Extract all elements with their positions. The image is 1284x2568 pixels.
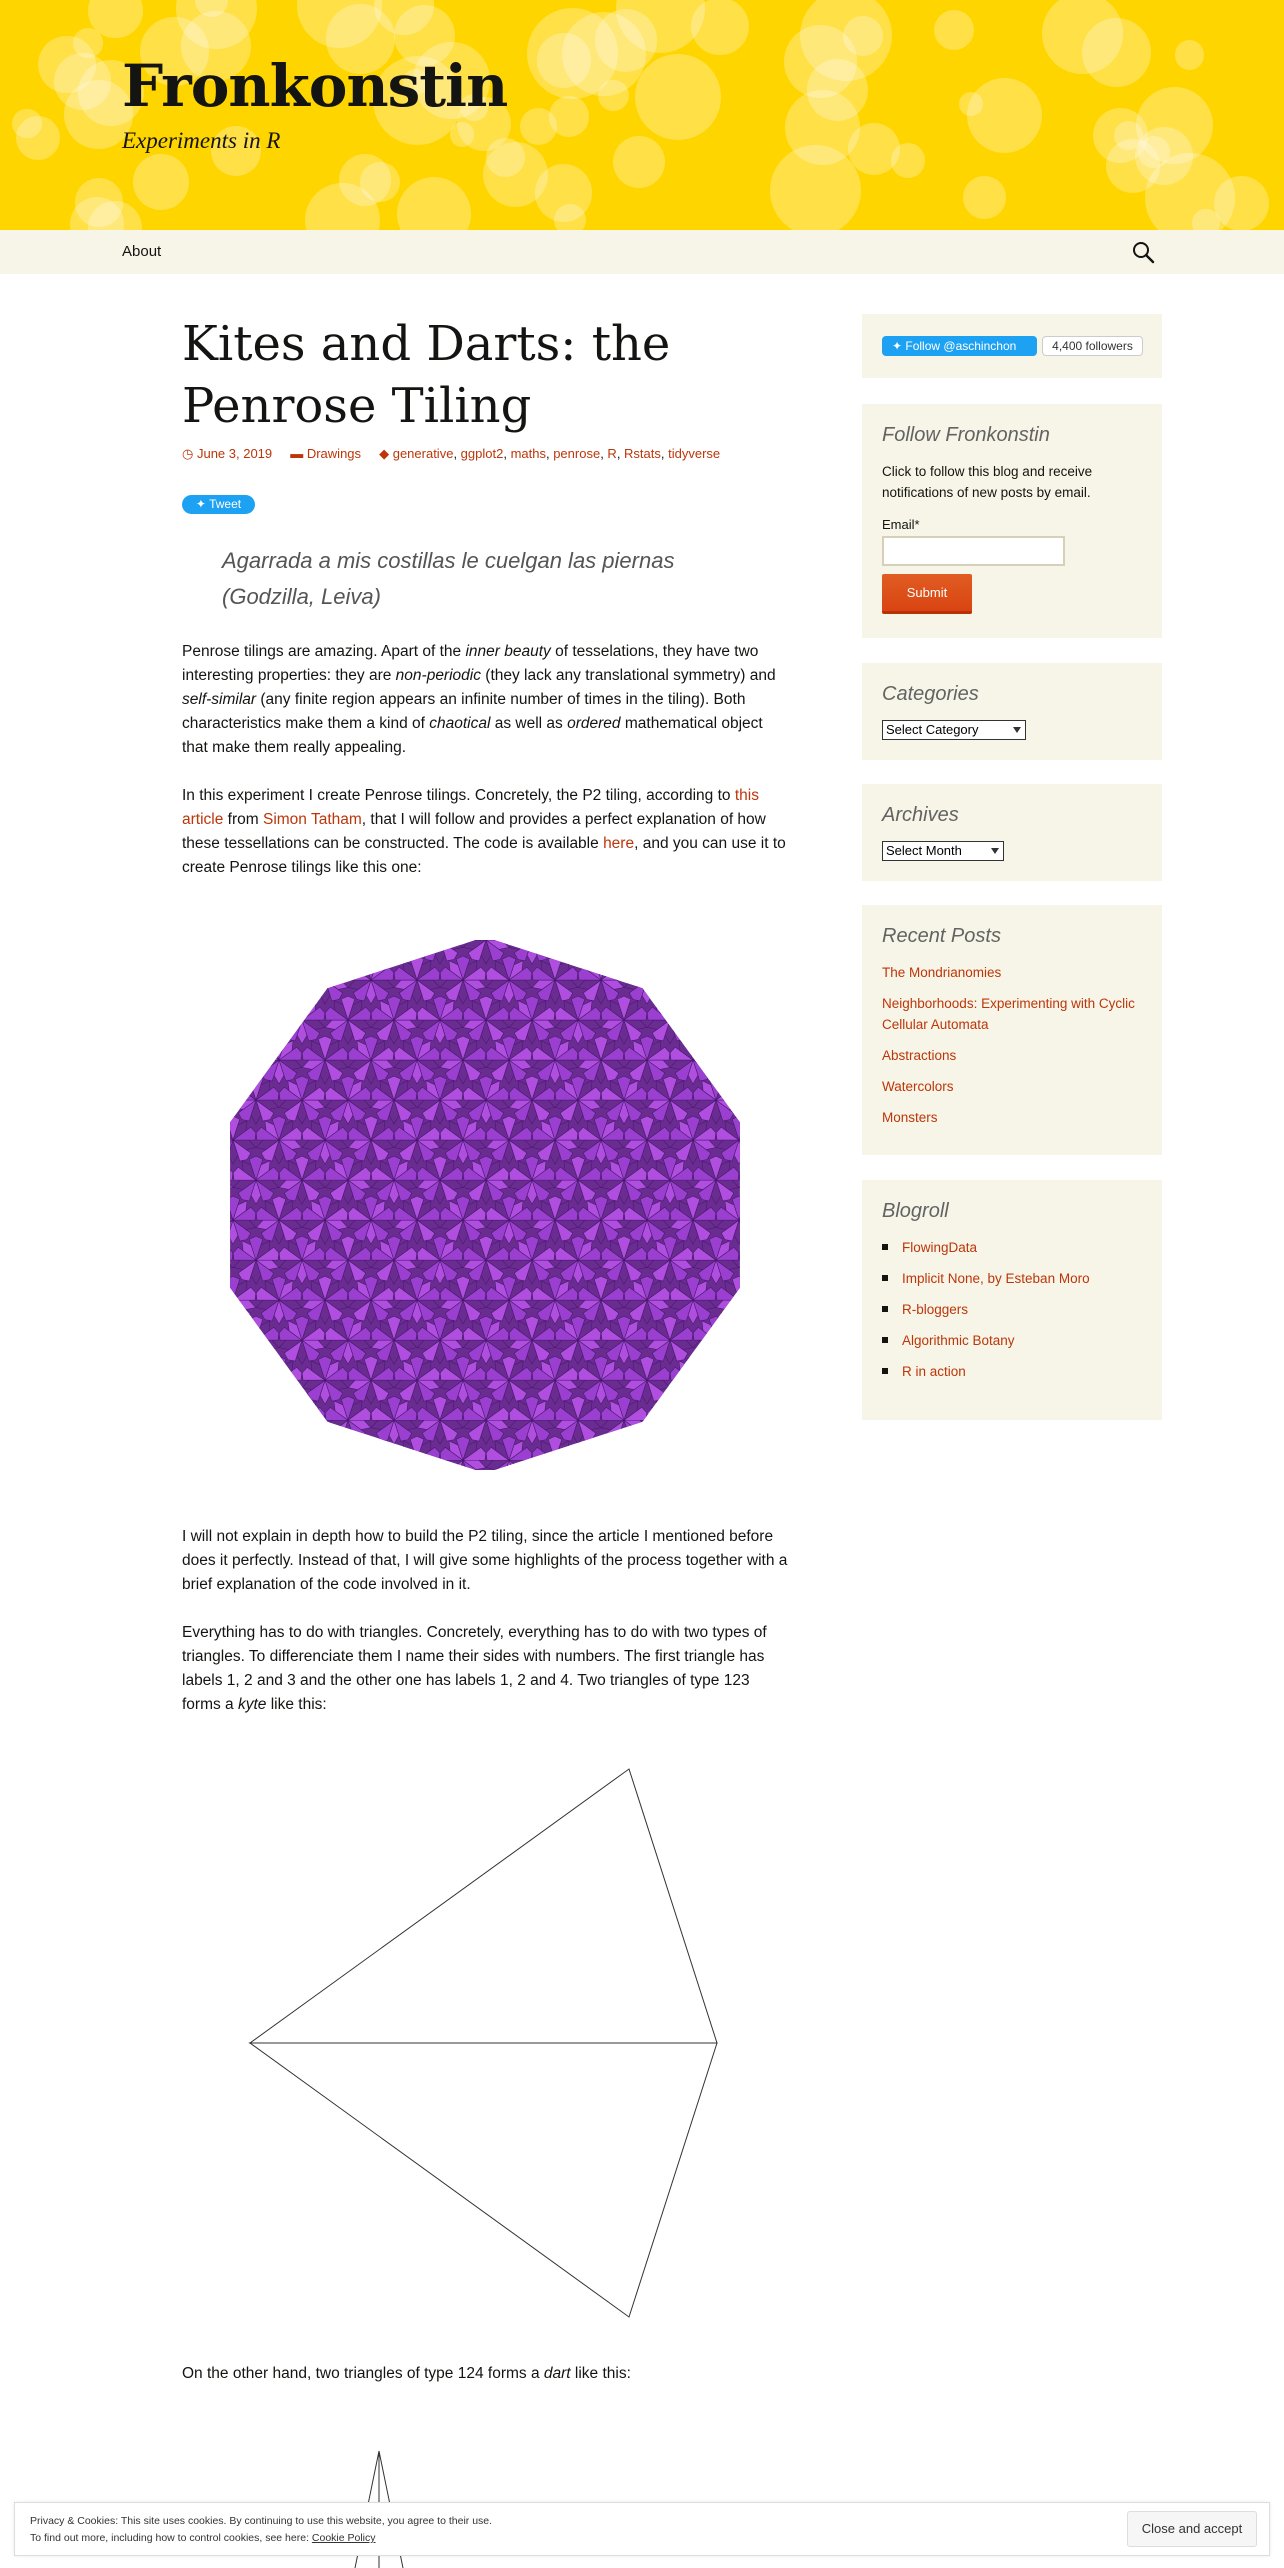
twitter-follow-label: Follow @aschinchon xyxy=(905,339,1017,353)
twitter-bird-icon: ✦ xyxy=(195,497,210,511)
quote-attribution: (Godzilla, Leiva) xyxy=(222,584,381,609)
article-link[interactable]: this article xyxy=(182,787,759,828)
cookie-text xyxy=(30,2513,492,2547)
blogroll-link[interactable]: R in action xyxy=(902,1364,966,1379)
folder-icon: ▬ xyxy=(290,446,304,461)
tile-rosette xyxy=(578,1436,624,1470)
tile-rosette xyxy=(210,1036,256,1084)
chevron-down-icon xyxy=(1013,727,1021,733)
site-title[interactable]: Fronkonstin xyxy=(122,52,508,120)
tag-link[interactable]: ggplot2 xyxy=(460,446,504,461)
header-bubble xyxy=(133,154,189,210)
email-field[interactable] xyxy=(882,536,1065,566)
twitter-follow-widget xyxy=(862,314,1162,378)
blogroll-link[interactable]: Implicit None, by Esteban Moro xyxy=(902,1271,1090,1286)
twitter-bird-icon: ✦ xyxy=(892,339,906,353)
author-link[interactable]: Simon Tatham xyxy=(262,811,362,828)
header-bubble xyxy=(73,28,103,58)
blogroll-item xyxy=(882,1237,1142,1258)
tag-link[interactable]: penrose xyxy=(553,446,601,461)
blogroll-item xyxy=(882,1268,1142,1289)
widget-title: Categories xyxy=(882,683,979,705)
paragraph-triangles: Everything has to do with triangles. Concretely, everything has to do with two types of triangles. To differenciate them I name their sides with numbers. The first triangle has labels 1, 2 and 3 and the other one has labels 1, 2 and 4. Two triangles of type 123 forms a kyte like this: xyxy=(182,1624,767,1713)
tweet-button[interactable] xyxy=(182,495,255,514)
twitter-follower-count[interactable]: 4,400 followers xyxy=(1042,336,1143,356)
tile-rosette xyxy=(210,996,233,1044)
tile-rosette xyxy=(233,1396,279,1444)
blogroll-item xyxy=(882,1330,1142,1351)
tile-rosette xyxy=(716,1436,760,1470)
tile-rosette xyxy=(739,1316,760,1364)
recent-posts-widget xyxy=(862,905,1162,1155)
twitter-follow-button[interactable] xyxy=(882,336,1037,356)
archives-select[interactable] xyxy=(882,841,1004,861)
tile-rosette xyxy=(210,956,256,1004)
tile-rosette xyxy=(210,1076,233,1124)
header-bubble xyxy=(397,177,471,230)
tile-rosette xyxy=(601,940,647,964)
search-icon[interactable] xyxy=(1131,240,1155,264)
tile-rosette xyxy=(256,956,302,1004)
blogroll-link[interactable]: FlowingData xyxy=(902,1240,978,1255)
tile-rosette xyxy=(624,1436,670,1470)
blogroll-widget xyxy=(862,1180,1162,1420)
tile-rosette xyxy=(210,1396,233,1444)
tile-rosette xyxy=(210,1436,256,1470)
nav-item-about[interactable]: About xyxy=(122,243,162,260)
tile-rosette xyxy=(739,996,760,1044)
tile-rosette xyxy=(716,1356,760,1404)
tile-rosette xyxy=(371,940,417,964)
tile-rosette xyxy=(279,940,325,964)
penrose-tiling-image xyxy=(210,940,760,1470)
category-link[interactable]: Drawings xyxy=(306,446,362,461)
recent-post-link[interactable]: Abstractions xyxy=(882,1048,957,1063)
clock-icon: ◷ xyxy=(182,446,194,461)
tile-rosette xyxy=(716,956,760,1004)
blogroll-link[interactable]: R-bloggers xyxy=(902,1302,969,1317)
quote-line: Agarrada a mis costillas le cuelgan las piernas xyxy=(222,548,675,573)
site-description: Experiments in R xyxy=(122,128,281,153)
kite-diagram xyxy=(240,1760,730,2320)
post-meta: ◷ June 3, 2019 ▬ Drawings ◆ generative, ggplot2, maths, penrose, R, Rstats, tidyverse xyxy=(182,446,721,461)
tile-rosette xyxy=(670,956,716,1004)
archives-widget xyxy=(862,784,1162,881)
header-bubble xyxy=(598,80,629,111)
tile-rosette xyxy=(693,1396,739,1444)
cookie-line: Privacy & Cookies: This site uses cookies. By continuing to use this website, you agree to their use. xyxy=(30,2515,493,2527)
blogroll-item xyxy=(882,1299,1142,1320)
select-value: Select Month xyxy=(886,843,962,858)
follow-blog-widget xyxy=(862,404,1162,638)
tag-link[interactable]: tidyverse xyxy=(668,446,721,461)
cookie-policy-link[interactable]: Cookie Policy xyxy=(311,2532,376,2544)
header-bubble xyxy=(1175,40,1204,69)
header-bubble xyxy=(360,162,400,202)
header-bubble xyxy=(1106,139,1160,193)
paragraph-experiment: In this experiment I create Penrose tilings. Concretely, the P2 tiling, according to this article from Simon Tatham, that I will follow and provides a perfect explanation of how these tessellations can be constructed. The code is available here, and you can use it to create Penrose tilings like this one: xyxy=(182,787,786,876)
header-bubble xyxy=(613,136,665,188)
tile-rosette xyxy=(348,1436,394,1470)
close-and-accept-button[interactable]: Close and accept xyxy=(1127,2511,1257,2547)
tile-rosette xyxy=(233,940,279,964)
recent-post-link[interactable]: The Mondrianomies xyxy=(882,965,1002,980)
post-quote xyxy=(222,543,742,615)
tile-rosette xyxy=(233,996,279,1044)
tile-rosette xyxy=(716,1036,760,1084)
header-bubble xyxy=(520,108,557,145)
code-link[interactable]: here xyxy=(603,835,635,852)
cookie-line: To find out more, including how to control cookies, see here: xyxy=(30,2532,312,2544)
tag-link[interactable]: maths xyxy=(510,446,546,461)
tile-rosette xyxy=(256,1436,302,1470)
tile-rosette xyxy=(555,940,601,964)
paragraph-explanation: I will not explain in depth how to build the P2 tiling, since the article I mentioned before does it perfectly. Instead of that, I will give some highlights of the process together with a brief explanation of the code involved in it. xyxy=(182,1528,788,1593)
recent-post-link[interactable]: Neighborhoods: Experimenting with Cyclic Cellular Automata xyxy=(882,996,1135,1032)
header-bubble xyxy=(800,0,891,81)
paragraph-intro: Penrose tilings are amazing. Apart of the inner beauty of tesselations, they have two interesting properties: they are non-periodic (they lack any translational symmetry) and self-similar (any finite region appears an infinite number of times in the tiling). Both characteristics make them a kind of chaotical as well as ordered mathematical object that make them really appealing. xyxy=(182,643,776,756)
header-bubble xyxy=(934,10,974,50)
blogroll-item xyxy=(882,1361,1142,1382)
blogroll-link[interactable]: Algorithmic Botany xyxy=(902,1333,1015,1348)
header-bubble xyxy=(635,54,721,140)
tile-rosette xyxy=(210,1356,256,1404)
header-bubble xyxy=(963,176,1005,218)
header-bubble xyxy=(1214,176,1269,230)
tile-rosette xyxy=(210,1316,233,1364)
tile-rosette xyxy=(210,940,233,964)
tile-rosette xyxy=(210,1236,233,1284)
widget-title: Blogroll xyxy=(882,1200,949,1222)
tag-link[interactable]: R xyxy=(607,446,617,461)
tile-rosette xyxy=(739,1076,760,1124)
tile-rosette xyxy=(739,940,760,964)
tile-rosette xyxy=(302,1436,348,1470)
post-title[interactable]: Kites and Darts: the Penrose Tiling xyxy=(182,316,671,434)
widget-title: Recent Posts xyxy=(882,925,1001,947)
select-value: Select Category xyxy=(886,722,979,737)
submit-button[interactable]: Submit xyxy=(882,574,972,614)
header-bubble xyxy=(537,33,592,88)
header-bubble xyxy=(535,164,593,222)
tile-rosette xyxy=(325,940,371,964)
widget-title: Follow Fronkonstin xyxy=(882,424,1050,446)
header-bubble xyxy=(770,145,861,230)
tile-rosette xyxy=(739,1236,760,1284)
paragraph-dart: On the other hand, two triangles of type 124 forms a dart like this: xyxy=(182,2365,631,2382)
tile-rosette xyxy=(693,940,739,964)
header-bubble xyxy=(16,116,61,161)
tile-rosette xyxy=(739,1156,760,1204)
tile-rosette xyxy=(647,940,693,964)
recent-post-link[interactable]: Monsters xyxy=(882,1110,938,1125)
navigation-bar xyxy=(0,230,1284,274)
tile-rosette xyxy=(210,1156,233,1204)
tile-rosette xyxy=(739,1396,760,1444)
post-date-link[interactable]: June 3, 2019 xyxy=(196,446,273,461)
follow-description: Click to follow this blog and receive notifications of new posts by email. xyxy=(882,464,1093,500)
categories-widget xyxy=(862,663,1162,760)
tile-rosette xyxy=(670,1436,716,1470)
cookie-banner xyxy=(14,2502,1270,2556)
categories-select[interactable] xyxy=(882,720,1026,740)
tile-rosette xyxy=(693,996,739,1044)
tag-icon: ◆ xyxy=(379,446,390,461)
tweet-label: Tweet xyxy=(209,497,242,511)
site-header xyxy=(0,0,1284,230)
tag-link[interactable]: Rstats xyxy=(624,446,661,461)
header-bubble xyxy=(967,78,1042,153)
recent-post-link[interactable]: Watercolors xyxy=(882,1079,954,1094)
widget-title: Archives xyxy=(882,804,959,826)
email-label: Email* xyxy=(882,517,920,532)
chevron-down-icon xyxy=(991,848,999,854)
tag-link[interactable]: generative xyxy=(392,446,454,461)
header-bubble xyxy=(891,143,926,178)
